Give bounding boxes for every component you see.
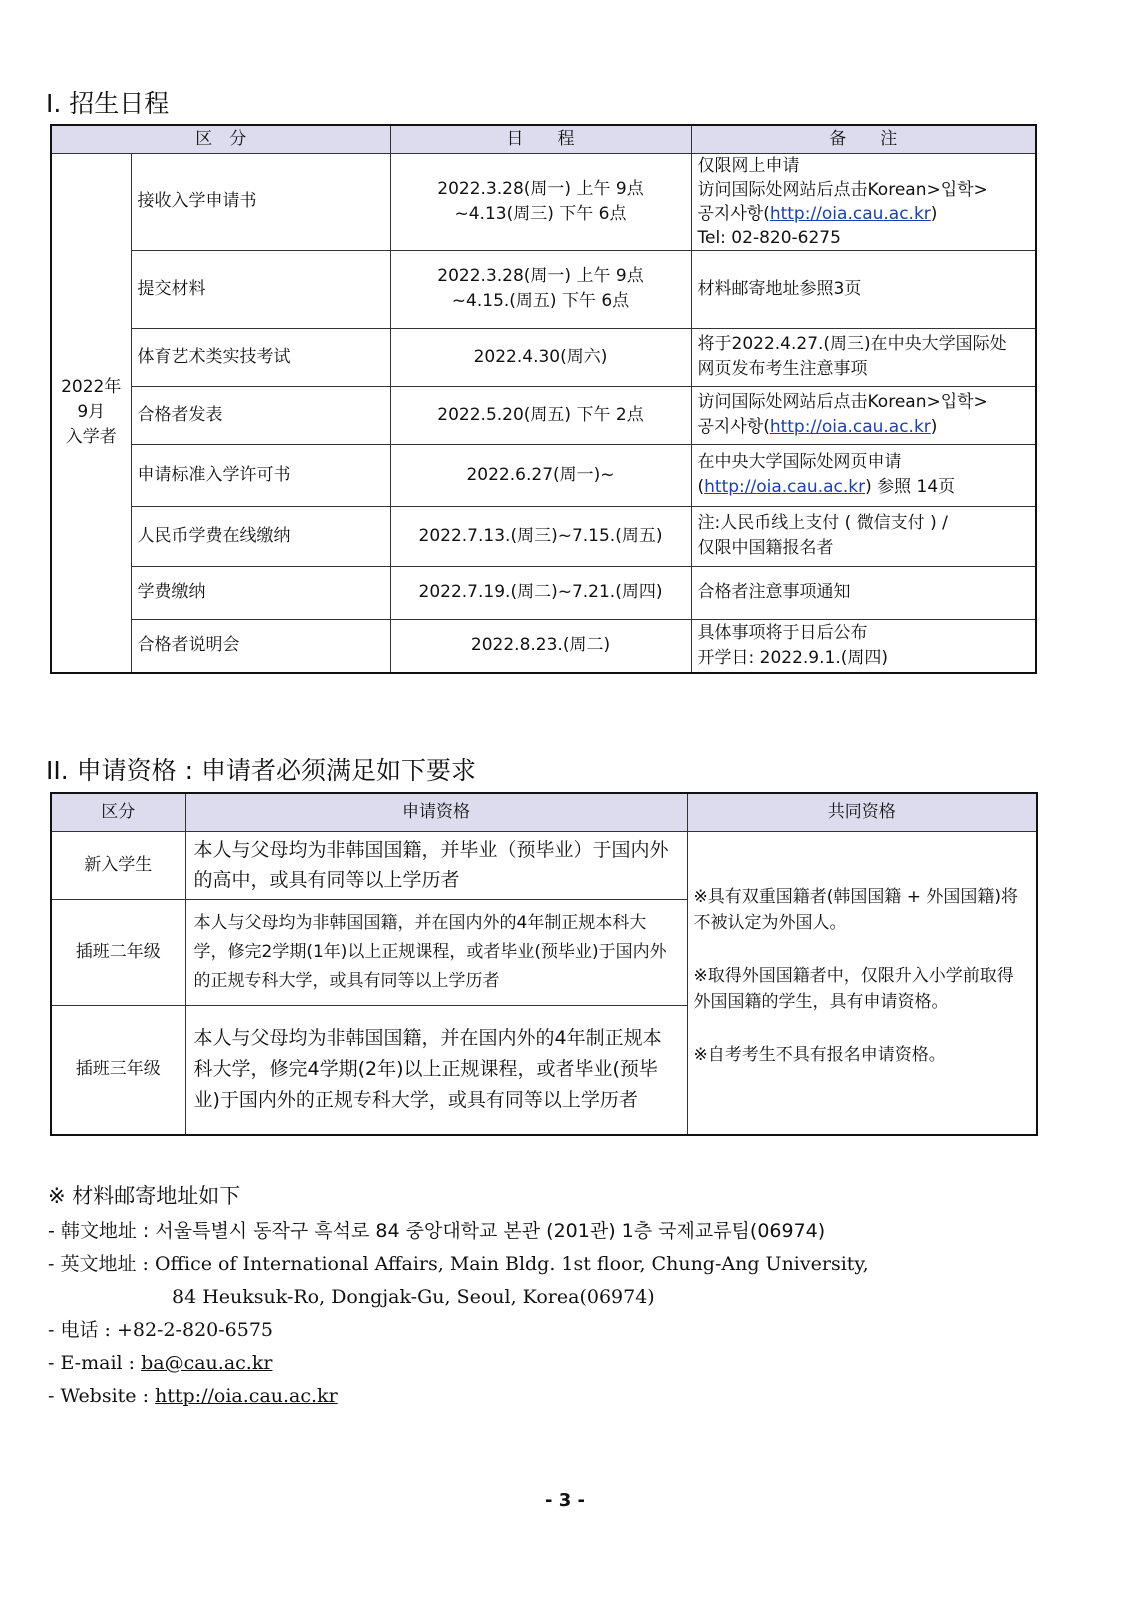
row-qualification: 本人与父母均为非韩国国籍，并在国内外的4年制正规本科大学，修完2学期(1年)以上正规课程，或者毕业(预毕业)于国内外的正规专科大学，或具有同等以上学历者	[185, 899, 687, 1005]
schedule-header-row	[51, 125, 1036, 153]
row-date: 2022.6.27(周一)~	[390, 444, 691, 506]
header-note: 备 注	[691, 125, 1036, 153]
row-note: 在中央大学国际处网页申请 (http://oia.cau.ac.kr) 参照 14页	[691, 444, 1036, 506]
row-item: 合格者说明会	[131, 619, 390, 673]
row-date: 2022.5.20(周五) 下午 2点	[390, 386, 691, 444]
group-label: 2022年 9月 入学者	[51, 153, 131, 673]
row-note: 注:人民币线上支付 ( 微信支付 ) / 仅限中国籍报名者	[691, 506, 1036, 566]
row-category: 插班三年级	[51, 1005, 185, 1135]
oia-link[interactable]: http://oia.cau.ac.kr	[769, 417, 931, 437]
table-row	[51, 506, 1036, 566]
common-qualification: ※具有双重国籍者(韩国国籍 + 外国国籍)将不被认定为外国人。 ※取得外国国籍者中，仅限升入小学前取得外国国籍的学生，具有申请资格。 ※自考考生不具有报名申请资格。	[687, 831, 1037, 1135]
row-note: 材料邮寄地址参照3页	[691, 250, 1036, 328]
table-row	[51, 328, 1036, 386]
section2-title: II. 申请资格 : 申请者必须满足如下要求	[46, 756, 476, 785]
email: - E-mail : ba@cau.ac.kr	[48, 1352, 273, 1374]
schedule-table	[50, 124, 1037, 674]
row-note: 将于2022.4.27.(周三)在中央大学国际处 网页发布考生注意事项	[691, 328, 1036, 386]
row-item: 人民币学费在线缴纳	[131, 506, 390, 566]
table-row	[51, 444, 1036, 506]
row-date: 2022.7.19.(周二)~7.21.(周四)	[390, 566, 691, 619]
row-qualification: 本人与父母均为非韩国国籍，并在国内外的4年制正规本科大学，修完4学期(2年)以上正规课程，或者毕业(预毕业)于国内外的正规专科大学，或具有同等以上学历者	[185, 1005, 687, 1135]
website: - Website : http://oia.cau.ac.kr	[48, 1385, 338, 1407]
header-common: 共同资格	[687, 793, 1037, 831]
korean-address: - 韩文地址 : 서울특별시 동작구 흑석로 84 중앙대학교 본관 (201관) 1층 국제교류팀(06974)	[48, 1220, 826, 1242]
oia-link[interactable]: http://oia.cau.ac.kr	[704, 477, 866, 497]
phone: - 电话 : +82-2-820-6575	[48, 1319, 274, 1341]
website-link[interactable]: http://oia.cau.ac.kr	[155, 1385, 338, 1407]
row-item: 申请标准入学许可书	[131, 444, 390, 506]
oia-link[interactable]: http://oia.cau.ac.kr	[769, 203, 931, 224]
row-note: 仅限网上申请 访问国际处网站后点击Korean>입학> 공지사항(http://oia.cau.ac.kr) Tel: 02-820-6275	[691, 153, 1036, 250]
table-row	[51, 566, 1036, 619]
table-row	[51, 386, 1036, 444]
header-category: 区 分	[51, 125, 390, 153]
page-number: - 3 -	[545, 1490, 585, 1511]
qualification-table	[50, 792, 1038, 1136]
mailing-title: ※ 材料邮寄地址如下	[48, 1184, 241, 1208]
row-note: 合格者注意事项通知	[691, 566, 1036, 619]
row-item: 提交材料	[131, 250, 390, 328]
english-address-line2: 84 Heuksuk-Ro, Dongjak-Gu, Seoul, Korea(06974)	[172, 1286, 655, 1308]
header-date: 日 程	[390, 125, 691, 153]
email-link[interactable]: ba@cau.ac.kr	[141, 1352, 273, 1374]
table-row	[51, 153, 1036, 250]
row-category: 插班二年级	[51, 899, 185, 1005]
row-date: 2022.7.13.(周三)~7.15.(周五)	[390, 506, 691, 566]
table-row	[51, 831, 1037, 899]
row-item: 学费缴纳	[131, 566, 390, 619]
header-category: 区分	[51, 793, 185, 831]
row-item: 体育艺术类实技考试	[131, 328, 390, 386]
row-item: 合格者发表	[131, 386, 390, 444]
english-address: - 英文地址 : Office of International Affairs, Main Bldg. 1st floor, Chung-Ang University,	[48, 1253, 869, 1275]
header-qualification: 申请资格	[185, 793, 687, 831]
row-item: 接收入学申请书	[131, 153, 390, 250]
qualification-header-row	[51, 793, 1037, 831]
table-row	[51, 619, 1036, 673]
row-date: 2022.4.30(周六)	[390, 328, 691, 386]
mailing-address-block	[48, 1180, 869, 1413]
row-qualification: 本人与父母均为非韩国国籍，并毕业（预毕业）于国内外的高中，或具有同等以上学历者	[185, 831, 687, 899]
row-date: 2022.3.28(周一) 上午 9点 ~4.13(周三) 下午 6点	[390, 153, 691, 250]
row-category: 新入学生	[51, 831, 185, 899]
table-row	[51, 250, 1036, 328]
row-date: 2022.3.28(周一) 上午 9点 ~4.15.(周五) 下午 6点	[390, 250, 691, 328]
section1-title: I. 招生日程	[46, 89, 170, 118]
row-note: 具体事项将于日后公布 开学日: 2022.9.1.(周四)	[691, 619, 1036, 673]
row-note: 访问国际处网站后点击Korean>입학> 공지사항(http://oia.cau.ac.kr)	[691, 386, 1036, 444]
row-date: 2022.8.23.(周二)	[390, 619, 691, 673]
